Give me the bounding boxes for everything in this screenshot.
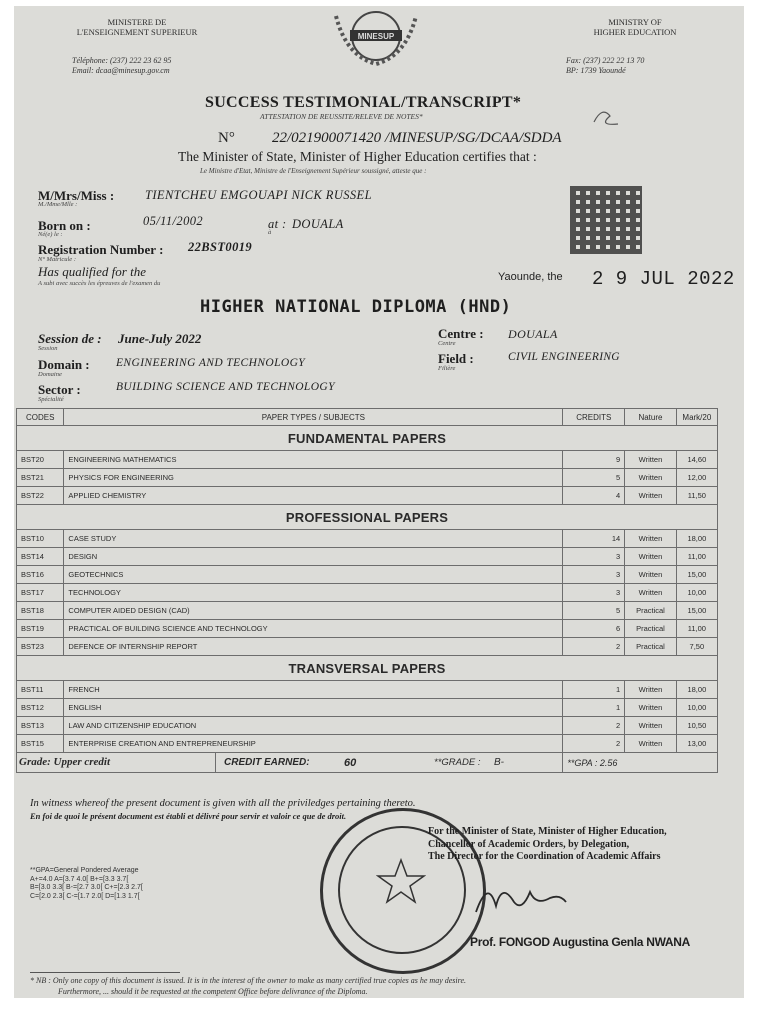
table-row (17, 566, 718, 584)
subject-code: BST17 (17, 584, 64, 602)
reference-prefix: N° (218, 130, 235, 146)
mark-cell: 11,00 (676, 548, 717, 566)
document-title-fr: ATTESTATION DE REUSSITE/RELEVE DE NOTES* (260, 112, 423, 121)
right-contact (566, 56, 644, 76)
nature-header: Nature (625, 409, 677, 426)
section-row (17, 656, 718, 681)
subject-code: BST10 (17, 530, 64, 548)
section-title: TRANSVERSAL PAPERS (17, 656, 718, 681)
signatory-name: Prof. FONGOD Augustina Genla NWANA (470, 935, 691, 949)
table-row (17, 602, 718, 620)
table-header-row (17, 409, 718, 426)
centre-value: DOUALA (508, 327, 558, 341)
subject-name: LAW AND CITIZENSHIP EDUCATION (64, 717, 563, 735)
subject-name: CASE STUDY (64, 530, 563, 548)
subject-name: TECHNOLOGY (64, 584, 563, 602)
centre-label: Centre : (438, 326, 484, 341)
credits-cell: 5 (563, 602, 625, 620)
section-row (17, 505, 718, 530)
credits-cell: 1 (563, 699, 625, 717)
birth-place: DOUALA (292, 217, 344, 231)
subject-code: BST14 (17, 548, 64, 566)
credits-cell: 2 (563, 717, 625, 735)
credits-cell: 2 (563, 735, 625, 753)
nature-cell: Written (625, 548, 677, 566)
gpa-legend-line: C=[2.0 2.3[ C-=[1.7 2.0[ D=[1.3 1.7[ (30, 892, 140, 900)
place-date-label: Yaounde, the (498, 271, 563, 283)
signatory-line: For the Minister of State, Minister of Higher Education, (428, 826, 667, 837)
subject-name: PHYSICS FOR ENGINEERING (64, 469, 563, 487)
credits-cell: 14 (563, 530, 625, 548)
handwritten-signature (470, 872, 570, 922)
subject-name: COMPUTER AIDED DESIGN (CAD) (64, 602, 563, 620)
mark-cell: 10,50 (676, 717, 717, 735)
issue-date-stamp: 2 9 JUL 2022 (592, 268, 735, 290)
mark-cell: 10,00 (676, 584, 717, 602)
subject-code: BST22 (17, 487, 64, 505)
student-name: TIENTCHEU EMGOUAPI NICK RUSSEL (145, 188, 372, 202)
nature-cell: Written (625, 699, 677, 717)
subject-code: BST23 (17, 638, 64, 656)
table-row (17, 681, 718, 699)
nature-cell: Written (625, 487, 677, 505)
mark-cell: 18,00 (676, 530, 717, 548)
registration-label: Registration Number : (38, 242, 164, 257)
footnote-continued: Furthermore, ... should it be requested at the competent Office before delivrance of the Diploma. (58, 987, 368, 996)
table-row (17, 620, 718, 638)
subject-name: ENGLISH (64, 699, 563, 717)
registration-number: 22BST0019 (188, 240, 253, 254)
field-label-fr: Filière (438, 365, 456, 372)
subject-name: GEOTECHNICS (64, 566, 563, 584)
right-ministry-line: HIGHER EDUCATION (593, 27, 677, 37)
sector-value: BUILDING SCIENCE AND TECHNOLOGY (116, 381, 335, 393)
subject-code: BST21 (17, 469, 64, 487)
mark-cell: 15,00 (676, 602, 717, 620)
grade-label: Grade: Upper credit (17, 753, 216, 772)
summary-row (17, 753, 718, 773)
credits-cell: 3 (563, 548, 625, 566)
document-title: SUCCESS TESTIMONIAL/TRANSCRIPT* (205, 94, 522, 111)
mark-header: Mark/20 (676, 409, 717, 426)
credits-cell: 3 (563, 584, 625, 602)
section-title: FUNDAMENTAL PAPERS (17, 426, 718, 451)
right-ministry-header (560, 17, 710, 37)
right-ministry-line: MINISTRY OF (608, 17, 662, 27)
seal-emblem-icon (376, 856, 426, 906)
mark-cell: 10,00 (676, 699, 717, 717)
reference-number: 22/021900071420 /MINESUP/SG/DCAA/SDDA (272, 130, 562, 146)
nature-cell: Practical (625, 602, 677, 620)
nature-cell: Written (625, 566, 677, 584)
name-label-fr: M./Mme/Mlle : (38, 201, 78, 208)
gpa-legend-line: B=[3.0 3.3[ B-=[2.7 3.0[ C+=[2.3 2.7[ (30, 884, 143, 891)
subject-name: DESIGN (64, 548, 563, 566)
certify-statement-fr: Le Ministre d'Etat, Ministre de l'Enseignement Supérieur soussigné, atteste que : (200, 167, 427, 175)
nature-cell: Written (625, 717, 677, 735)
born-label: Born on : (38, 218, 91, 233)
left-contact (72, 56, 171, 76)
gpa-label: **GPA : (567, 757, 598, 768)
handwritten-mark (588, 104, 624, 130)
name-label: M/Mrs/Miss : (38, 188, 115, 203)
section-row (17, 426, 718, 451)
table-row (17, 717, 718, 735)
fax-text: Fax: (237) 222 22 13 70 (566, 56, 645, 65)
table-row (17, 638, 718, 656)
subject-code: BST20 (17, 451, 64, 469)
grade-code-value: B- (494, 757, 504, 768)
table-row (17, 469, 718, 487)
mark-cell: 11,50 (676, 487, 717, 505)
credits-header: CREDITS (563, 409, 625, 426)
field-value: CIVIL ENGINEERING (508, 351, 620, 363)
mark-cell: 15,00 (676, 566, 717, 584)
subject-code: BST13 (17, 717, 64, 735)
domain-value: ENGINEERING AND TECHNOLOGY (116, 357, 306, 369)
left-ministry-line: L'ENSEIGNEMENT SUPERIEUR (76, 27, 198, 37)
nature-cell: Practical (625, 620, 677, 638)
gpa-legend-line: **GPA=General Pondered Average (30, 867, 139, 874)
nature-cell: Practical (625, 638, 677, 656)
gpa-value: 2.56 (599, 757, 618, 768)
subject-code: BST12 (17, 699, 64, 717)
table-row (17, 487, 718, 505)
credit-earned-label: CREDIT EARNED: (224, 757, 310, 768)
table-row (17, 735, 718, 753)
qr-code (570, 186, 642, 254)
credits-cell: 6 (563, 620, 625, 638)
footnote: * NB : Only one copy of this document is issued. It is in the interest of the owner to make as many certified true copies as he may desire. (30, 976, 466, 985)
subject-name: ENGINEERING MATHEMATICS (64, 451, 563, 469)
minesup-logo (326, 6, 426, 68)
gpa-legend (30, 867, 143, 901)
summary-cell (17, 753, 563, 773)
subject-name: ENTERPRISE CREATION AND ENTREPRENEURSHIP (64, 735, 563, 753)
sector-label: Sector : (38, 382, 81, 397)
nature-cell: Written (625, 530, 677, 548)
left-ministry-header (52, 17, 222, 37)
sector-label-fr: Spécialité (38, 396, 64, 403)
session-label: Session de : (38, 331, 102, 346)
centre-label-fr: Centre (438, 340, 456, 347)
birth-place-label: at : (268, 217, 287, 231)
born-label-fr: Né(e) le : (38, 231, 63, 238)
table-row (17, 451, 718, 469)
credits-cell: 1 (563, 681, 625, 699)
domain-label: Domain : (38, 357, 90, 372)
nature-cell: Written (625, 451, 677, 469)
codes-header: CODES (17, 409, 64, 426)
table-row (17, 699, 718, 717)
credits-cell: 9 (563, 451, 625, 469)
mark-cell: 13,00 (676, 735, 717, 753)
qualified-text: Has qualified for the (38, 264, 146, 279)
field-label: Field : (438, 351, 474, 366)
signatory-line: The Director for the Coordination of Academic Affairs (428, 851, 661, 862)
birth-place-label-fr: à (268, 229, 272, 236)
table-row (17, 548, 718, 566)
subject-code: BST18 (17, 602, 64, 620)
footnote-divider (30, 972, 180, 973)
subject-name: PRACTICAL OF BUILDING SCIENCE AND TECHNOLOGY (64, 620, 563, 638)
signatory-line: Chancellor of Academic Orders, by Delegation, (428, 838, 630, 850)
mark-cell: 14,60 (676, 451, 717, 469)
signatory-block (428, 826, 667, 864)
session-value: June-July 2022 (118, 331, 202, 346)
section-title: PROFESSIONAL PAPERS (17, 505, 718, 530)
subject-code: BST15 (17, 735, 64, 753)
transcript-table (16, 408, 718, 773)
credits-cell: 4 (563, 487, 625, 505)
nature-cell: Written (625, 681, 677, 699)
nature-cell: Written (625, 735, 677, 753)
credits-cell: 2 (563, 638, 625, 656)
registration-label-fr: N° Matricule : (38, 256, 76, 263)
subject-code: BST16 (17, 566, 64, 584)
mark-cell: 18,00 (676, 681, 717, 699)
certify-statement: The Minister of State, Minister of Higher Education certifies that : (178, 149, 537, 164)
credits-cell: 5 (563, 469, 625, 487)
gpa-cell (563, 753, 718, 773)
po-box-text: BP: 1739 Yaoundé (566, 66, 626, 75)
subject-name: APPLIED CHEMISTRY (64, 487, 563, 505)
domain-label-fr: Domaine (38, 371, 62, 378)
subject-code: BST19 (17, 620, 64, 638)
credits-cell: 3 (563, 566, 625, 584)
subject-name: FRENCH (64, 681, 563, 699)
subject-name: DEFENCE OF INTERNSHIP REPORT (64, 638, 563, 656)
left-ministry-line: MINISTERE DE (107, 17, 167, 27)
phone-text: Téléphone: (237) 222 23 62 95 (72, 56, 172, 65)
credit-earned-value: 60 (344, 756, 357, 769)
nature-cell: Written (625, 584, 677, 602)
witness-statement: In witness whereof the present document is given with all the priviledges pertaining thereto. (30, 798, 416, 809)
grade-code-label: **GRADE : (434, 757, 481, 768)
subject-code: BST11 (17, 681, 64, 699)
table-body (17, 426, 718, 753)
mark-cell: 11,00 (676, 620, 717, 638)
witness-statement-fr: En foi de quoi le présent document est établi et délivré pour servir et valoir ce que de droit. (30, 811, 347, 821)
logo-text: MINESUP (357, 32, 395, 41)
mark-cell: 7,50 (676, 638, 717, 656)
gpa-legend-line: A+=4.0 A=[3.7 4.0[ B+=[3.3 3.7[ (30, 875, 129, 883)
email-text: Email: dcaa@minesup.gov.cm (72, 66, 170, 75)
birth-date: 05/11/2002 (143, 214, 204, 228)
qualified-text-fr: A subi avec succès les épreuves de l'examen du (38, 280, 161, 287)
table-row (17, 584, 718, 602)
session-label-fr: Session (38, 345, 58, 352)
subjects-header: PAPER TYPES / SUBJECTS (64, 409, 563, 426)
diploma-title: HIGHER NATIONAL DIPLOMA (HND) (200, 297, 512, 317)
mark-cell: 12,00 (676, 469, 717, 487)
table-row (17, 530, 718, 548)
nature-cell: Written (625, 469, 677, 487)
